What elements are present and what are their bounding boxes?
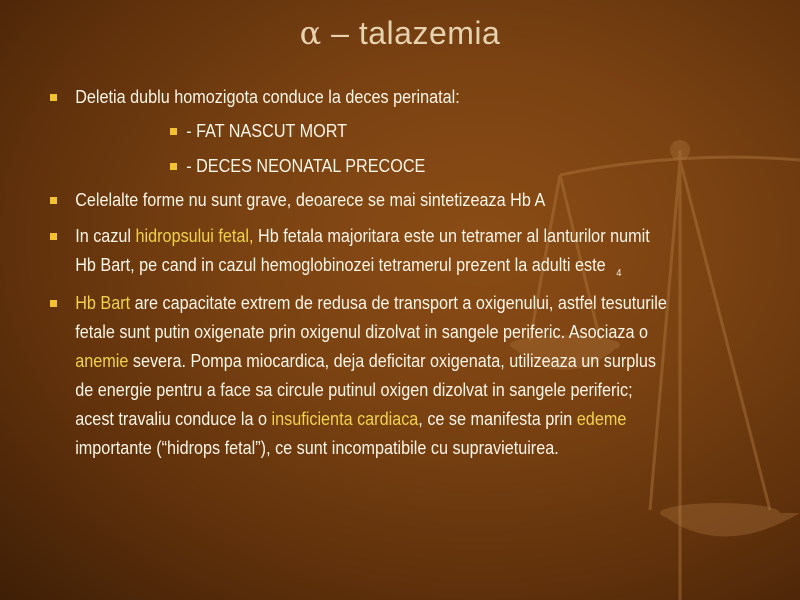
highlight-edeme: edeme	[576, 409, 627, 429]
bullet-text-line: acest travaliu conduce la o insuficienta cardiaca, ce se manifesta prin edeme	[75, 409, 627, 429]
title-text: – talazemia	[321, 15, 501, 51]
title-alpha: α	[299, 14, 322, 52]
highlight-insuficienta-cardiaca: insuficienta cardiaca	[271, 409, 419, 429]
bullet-text-line: In cazul hidropsului fetal, Hb fetala majoritara este un tetramer al lanturilor numit	[75, 226, 650, 246]
bullet-hidrops	[50, 222, 716, 288]
highlight-anemie: anemie	[75, 351, 129, 371]
bullet-text-line: de energie pentru a face sa circule putinul oxigen dizolvat in sangele periferic;	[75, 380, 633, 400]
sub-bullet-text: - DECES NEONATAL PRECOCE	[186, 156, 426, 176]
sub-bullet-deces-neonatal	[170, 152, 454, 181]
bullet-hb-bart	[50, 289, 735, 463]
bullet-text-line: Hb Bart, pe cand in cazul hemoglobinozei tetramerul prezent la adulti este $_4$	[75, 255, 622, 279]
bullet-text-line: Hb Bart are capacitate extrem de redusa de transport a oxigenului, astfel tesuturile	[75, 293, 667, 313]
sub-bullet-fat-nascut-mort	[170, 117, 367, 146]
sub-bullet-text: - FAT NASCUT MORT	[186, 121, 348, 141]
slide-title	[0, 14, 800, 52]
highlight-hidropsului-fetal: hidropsului fetal,	[135, 226, 254, 246]
bullet-text-line: importante (“hidrops fetal”), ce sunt incompatibile cu supravietuirea.	[75, 438, 559, 458]
subscript-4: 4	[616, 268, 622, 279]
highlight-hb-bart: Hb Bart	[75, 293, 131, 313]
bullet-text: Deletia dublu homozigota conduce la deces perinatal:	[75, 87, 460, 107]
bullet-text-line: anemie severa. Pompa miocardica, deja deficitar oxigenata, utilizeaza un surplus	[75, 351, 657, 371]
bullet-celelalte-forme	[50, 186, 600, 215]
bullet-text-line: fetale sunt putin oxigenate prin oxigenul dizolvat in sangele periferic. Asociaza o	[75, 322, 648, 342]
bullet-deletia	[50, 83, 505, 112]
bullet-text: Celelalte forme nu sunt grave, deoarece se mai sintetizeaza Hb A	[75, 190, 546, 210]
